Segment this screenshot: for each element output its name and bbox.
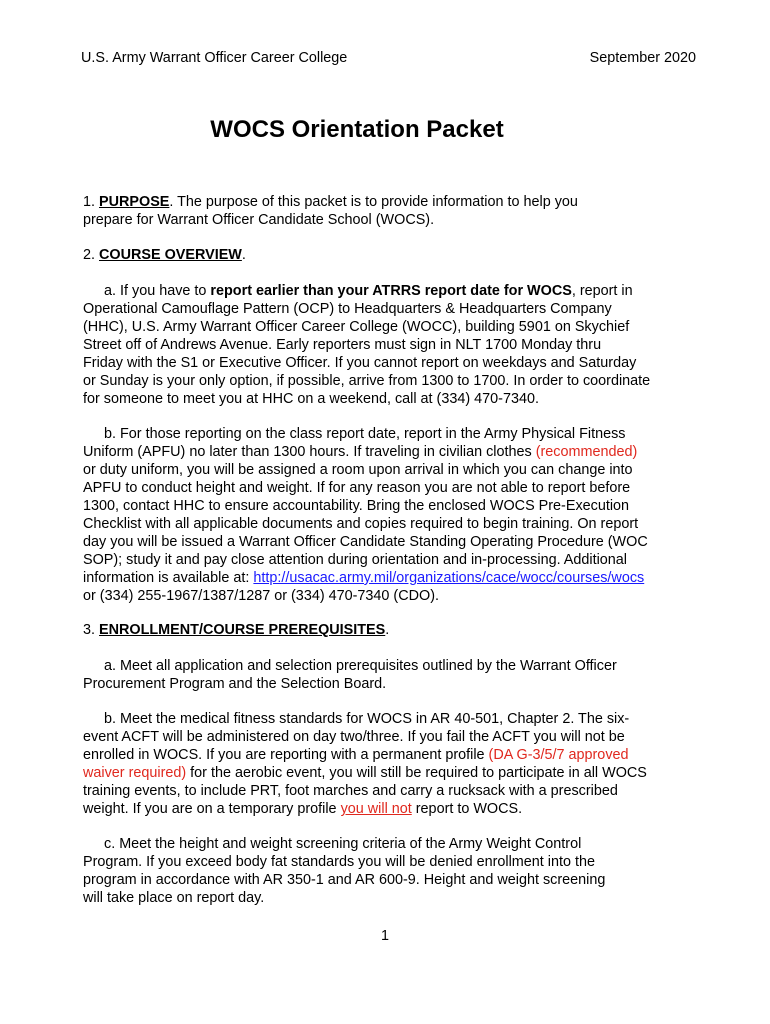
highlight-text: waiver required)	[83, 765, 187, 781]
text: enrolled in WOCS. If you are reporting with a permanent profile	[83, 747, 489, 763]
text-line: day you will be issued a Warrant Officer Candidate Standing Operating Procedure (WOC	[83, 534, 648, 550]
text: weight. If you are on a temporary profile	[83, 801, 341, 817]
text: a. If you have to	[104, 283, 211, 299]
text-line: b. For those reporting on the class report date, report in the Army Physical Fitness	[104, 426, 626, 442]
text-line: program in accordance with AR 350-1 and AR 600-9. Height and weight screening	[83, 872, 606, 888]
highlight-text: you will not	[340, 801, 412, 817]
text-line: or (334) 255-1967/1387/1287 or (334) 470-7340 (CDO).	[83, 588, 439, 604]
wocs-info-link[interactable]: http://usacac.army.mil/organizations/cace/wocc/courses/wocs	[253, 570, 645, 586]
header-organization: U.S. Army Warrant Officer Career College	[81, 50, 348, 66]
text-line: c. Meet the height and weight screening criteria of the Army Weight Control	[104, 836, 582, 852]
section-number: 2.	[83, 247, 96, 263]
text: report to WOCS.	[411, 801, 523, 817]
text-line: Program. If you exceed body fat standards you will be denied enrollment into the	[83, 854, 595, 870]
paragraph-3a	[83, 657, 683, 693]
text: information is available at:	[83, 570, 254, 586]
section-purpose	[83, 193, 683, 229]
text-line: or duty uniform, you will be assigned a room upon arrival in which you can change into	[83, 462, 633, 478]
text-line: Street off of Andrews Avenue. Early reporters must sign in NLT 1700 Monday thru	[83, 337, 602, 353]
section-heading: ENROLLMENT/COURSE PREREQUISITES	[99, 622, 386, 638]
highlight-text: (DA G-3/5/7 approved	[488, 747, 629, 763]
text-line: a. Meet all application and selection prerequisites outlined by the Warrant Officer	[104, 658, 617, 674]
section-number: 1.	[83, 194, 96, 210]
section-heading: COURSE OVERVIEW	[99, 247, 242, 263]
paragraph-2b	[83, 425, 683, 605]
text-line: for someone to meet you at HHC on a weekend, call at (334) 470-7340.	[83, 391, 539, 407]
document-title: WOCS Orientation Packet	[210, 116, 504, 143]
paragraph-text: prepare for Warrant Officer Candidate School (WOCS).	[83, 212, 435, 228]
text-line: Operational Camouflage Pattern (OCP) to Headquarters & Headquarters Company	[83, 301, 612, 317]
paragraph-3c	[83, 835, 683, 907]
text-line: Checklist with all applicable documents and copies required to begin training. On report	[83, 516, 639, 532]
text-line: will take place on report day.	[83, 890, 265, 906]
emphasis-text: report earlier than your ATRRS report date for WOCS	[210, 283, 572, 299]
page-number: 1	[380, 928, 389, 944]
section-heading: PURPOSE	[99, 194, 170, 210]
text-line: b. Meet the medical fitness standards for WOCS in AR 40-501, Chapter 2. The six-	[104, 711, 630, 727]
section-number: 3.	[83, 622, 96, 638]
text-line: 1300, contact HHC to ensure accountability. Bring the enclosed WOCS Pre-Execution	[83, 498, 630, 514]
section-enrollment: 3. ENROLLMENT/COURSE PREREQUISITES.	[83, 622, 390, 638]
paragraph-text: . The purpose of this packet is to provide information to help you	[169, 194, 578, 210]
paragraph-2a	[83, 282, 683, 408]
text-line: event ACFT will be administered on day two/three. If you fail the ACFT you will not be	[83, 729, 625, 745]
section-course-overview: 2. COURSE OVERVIEW.	[83, 247, 246, 263]
text: Uniform (APFU) no later than 1300 hours. If traveling in civilian clothes	[83, 444, 536, 460]
text-line: APFU to conduct height and weight. If for any reason you are not able to report before	[83, 480, 631, 496]
text-line: SOP); study it and pay close attention during orientation and in-processing. Additional	[83, 552, 627, 568]
text-line: Friday with the S1 or Executive Officer. If you cannot report on weekdays and Saturday	[83, 355, 637, 371]
paragraph-3b	[83, 710, 683, 818]
highlight-text: (recommended)	[535, 444, 638, 460]
header-date: September 2020	[589, 50, 696, 66]
text: , report in	[571, 283, 633, 299]
text: for the aerobic event, you will still be required to participate in all WOCS	[186, 765, 647, 781]
text-line: or Sunday is your only option, if possible, arrive from 1300 to 1700. In order to coordinate	[83, 373, 651, 389]
text-line: (HHC), U.S. Army Warrant Officer Career College (WOCC), building 5901 on Skychief	[83, 319, 630, 335]
text-line: training events, to include PRT, foot marches and carry a rucksack with a prescribed	[83, 783, 618, 799]
text-line: Procurement Program and the Selection Board.	[83, 676, 387, 692]
